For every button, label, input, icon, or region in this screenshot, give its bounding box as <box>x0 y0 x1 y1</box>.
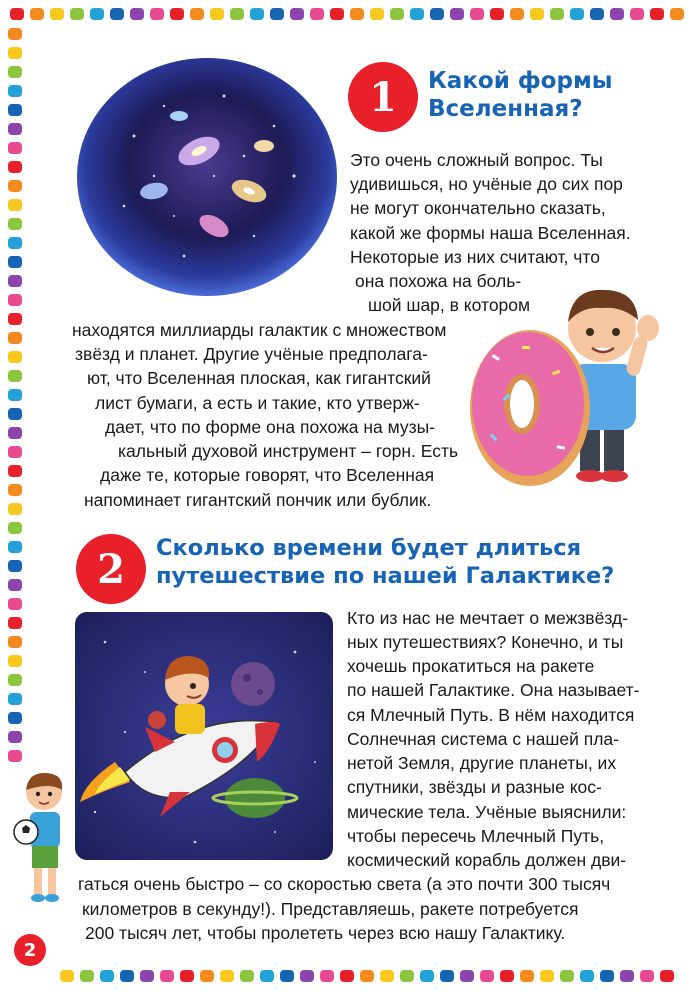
text-line: находятся миллиарды галактик с множеством <box>72 320 447 340</box>
border-dot <box>360 970 374 982</box>
border-dot <box>350 8 364 20</box>
border-dot <box>260 970 274 982</box>
border-dot <box>200 970 214 982</box>
border-dot <box>520 970 534 982</box>
border-dot <box>410 8 424 20</box>
border-dot <box>570 8 584 20</box>
text-line: она похожа на боль- <box>355 271 522 291</box>
border-dot <box>8 199 22 211</box>
border-dot <box>8 161 22 173</box>
universe-illustration <box>74 56 340 298</box>
section-1-title: Какой формы Вселенная? <box>428 68 613 122</box>
border-dot <box>330 8 344 20</box>
border-dot <box>70 8 84 20</box>
border-dot <box>8 218 22 230</box>
border-dot <box>8 332 22 344</box>
border-dot <box>640 970 654 982</box>
border-dot <box>80 970 94 982</box>
border-dot <box>8 693 22 705</box>
border-dot <box>8 389 22 401</box>
border-dot <box>140 970 154 982</box>
text-line: Некоторые из них считают, что <box>350 247 600 267</box>
border-dot <box>8 579 22 591</box>
text-line: 200 тысяч лет, чтобы пролететь через всю нашу Галактику. <box>85 923 566 943</box>
border-dot <box>510 8 524 20</box>
border-dot <box>430 8 444 20</box>
border-dot <box>10 8 24 20</box>
text-line: по нашей Галактике. Она называет- <box>347 680 640 700</box>
border-dot <box>320 970 334 982</box>
border-dot <box>8 560 22 572</box>
text-line: удивишься, но учёные до сих пор <box>350 174 623 194</box>
border-dot <box>8 275 22 287</box>
border-dot <box>470 8 484 20</box>
text-line: ют, что Вселенная плоская, как гигантский <box>87 368 431 388</box>
border-dot <box>380 970 394 982</box>
border-dot <box>60 970 74 982</box>
border-dot <box>50 8 64 20</box>
text-line: лист бумаги, а есть и такие, кто утверж- <box>95 393 420 413</box>
border-dot <box>8 712 22 724</box>
text-line: космический корабль должен дви- <box>347 850 627 870</box>
border-dot <box>8 294 22 306</box>
text-line: спутники, звёзды и разные кос- <box>347 777 602 797</box>
border-dot <box>8 256 22 268</box>
border-dot <box>270 8 284 20</box>
text-line: не могут окончательно сказать, <box>350 198 606 218</box>
text-line: километров в секунду!). Представляешь, ракете потребуется <box>82 899 579 919</box>
border-dot <box>300 970 314 982</box>
border-dot <box>180 970 194 982</box>
border-dot <box>310 8 324 20</box>
border-dot <box>90 8 104 20</box>
border-dot <box>190 8 204 20</box>
border-dot <box>170 8 184 20</box>
text-line: Солнечная система с нашей пла- <box>347 729 619 749</box>
border-dot <box>460 970 474 982</box>
border-dot <box>8 636 22 648</box>
text-line: напоминает гигантский пончик или бублик. <box>84 490 432 510</box>
text-line: шой шар, в котором <box>368 295 531 315</box>
border-dot <box>440 970 454 982</box>
border-dot <box>130 8 144 20</box>
border-dot <box>250 8 264 20</box>
text-line: чтобы пересечь Млечный Путь, <box>347 826 605 846</box>
border-dot <box>8 28 22 40</box>
border-dot <box>8 427 22 439</box>
border-dot <box>160 970 174 982</box>
border-dot <box>230 8 244 20</box>
text-line: гаться очень быстро – со скоростью света (а это почти 300 тысяч <box>78 874 611 894</box>
text-line: даже те, которые говорят, что Вселенная <box>100 465 435 485</box>
border-dot <box>340 970 354 982</box>
border-dot <box>8 674 22 686</box>
border-dot <box>450 8 464 20</box>
border-dot <box>8 446 22 458</box>
border-dot <box>280 970 294 982</box>
border-dot <box>210 8 224 20</box>
border-dot <box>500 970 514 982</box>
border-dot <box>370 8 384 20</box>
text-line: звёзд и планет. Другие учёные предполага- <box>75 344 428 364</box>
border-dot <box>8 142 22 154</box>
border-dot <box>100 970 114 982</box>
border-dot <box>670 8 684 20</box>
rocket-boy-illustration <box>75 612 333 860</box>
border-dot <box>620 970 634 982</box>
border-dot <box>240 970 254 982</box>
border-dot <box>8 655 22 667</box>
border-dot <box>390 8 404 20</box>
border-dot <box>8 484 22 496</box>
border-dot <box>30 8 44 20</box>
border-dot <box>8 731 22 743</box>
border-dot <box>610 8 624 20</box>
border-dot <box>8 598 22 610</box>
border-dot <box>8 180 22 192</box>
border-dot <box>630 8 644 20</box>
border-dot <box>8 66 22 78</box>
border-dot <box>580 970 594 982</box>
border-dot <box>8 104 22 116</box>
border-dot <box>8 750 22 762</box>
text-line: кальный духовой инструмент – горн. Есть <box>118 441 459 461</box>
border-dot <box>120 970 134 982</box>
border-dot <box>8 370 22 382</box>
text-line: хочешь прокатиться на ракете <box>347 656 595 676</box>
border-dot <box>8 313 22 325</box>
border-dot <box>400 970 414 982</box>
border-dot <box>540 970 554 982</box>
text-line: нетой Земля, другие планеты, их <box>347 753 617 773</box>
border-dot <box>490 8 504 20</box>
border-dot <box>8 85 22 97</box>
border-dot <box>8 541 22 553</box>
border-dot <box>8 503 22 515</box>
border-dot <box>660 970 674 982</box>
boy-with-donut-illustration <box>462 276 672 502</box>
border-dot <box>8 617 22 629</box>
boy-with-ball-illustration <box>10 770 72 905</box>
border-dot <box>150 8 164 20</box>
border-dot <box>530 8 544 20</box>
border-dot <box>220 970 234 982</box>
border-dot <box>550 8 564 20</box>
section-2-number-badge: 2 <box>76 534 146 604</box>
border-dot <box>8 47 22 59</box>
section-2-title: Сколько времени будет длиться путешествие по нашей Галактике? <box>156 535 615 589</box>
border-dot <box>8 465 22 477</box>
border-dot <box>8 408 22 420</box>
border-dot <box>480 970 494 982</box>
text-line: мические тела. Учёные выяснили: <box>347 802 627 822</box>
border-dot <box>650 8 664 20</box>
border-dot <box>420 970 434 982</box>
border-dot <box>290 8 304 20</box>
border-dot <box>560 970 574 982</box>
border-dot <box>590 8 604 20</box>
section-1-number-badge: 1 <box>348 62 418 132</box>
border-dot <box>110 8 124 20</box>
text-line: ся Млечный Путь. В нём находится <box>347 705 635 725</box>
page-number: 2 <box>14 934 46 966</box>
text-line: Это очень сложный вопрос. Ты <box>350 150 603 170</box>
border-dot <box>8 123 22 135</box>
border-dot <box>8 522 22 534</box>
text-line: Кто из нас не мечтает о межзвёзд- <box>347 608 629 628</box>
border-dot <box>8 351 22 363</box>
text-line: какой же формы наша Вселенная. <box>350 223 631 243</box>
text-line: ных путешествиях? Конечно, и ты <box>347 632 624 652</box>
border-dot <box>8 237 22 249</box>
text-line: дает, что по форме она похожа на музы- <box>105 417 436 437</box>
border-dot <box>600 970 614 982</box>
